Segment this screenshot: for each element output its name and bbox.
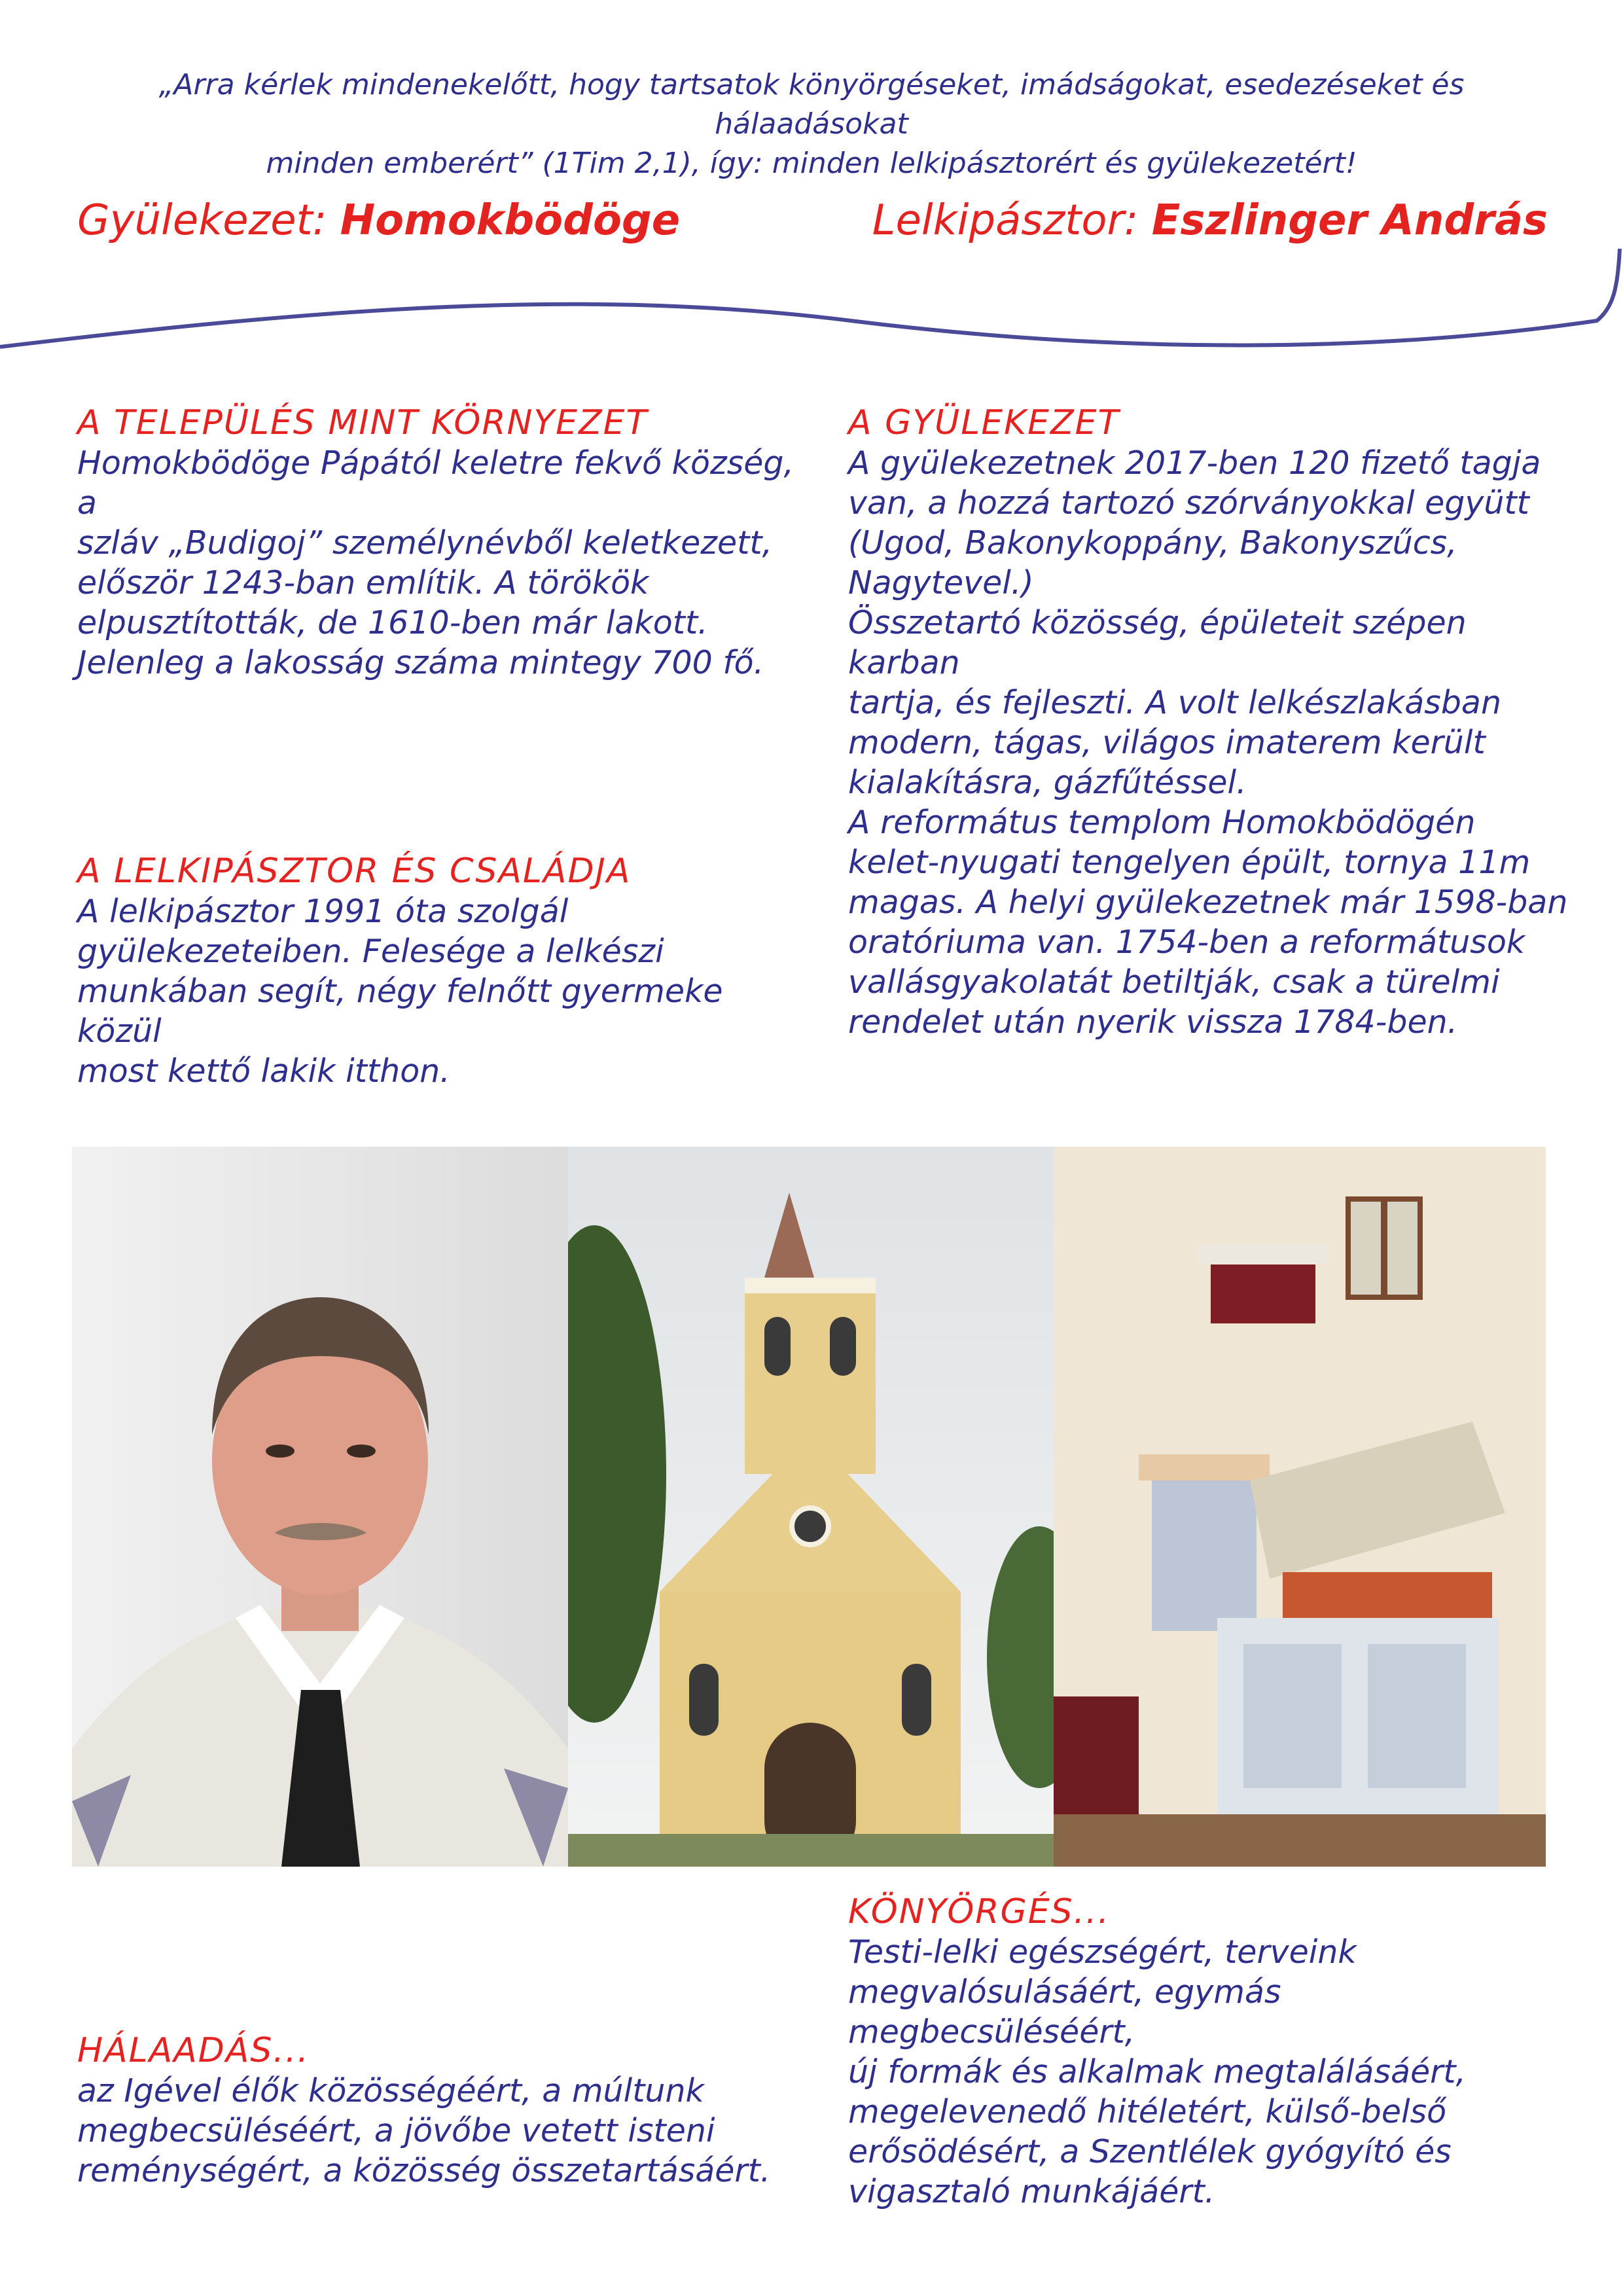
intro-quote xyxy=(79,65,1544,183)
thanks-title: HÁLAADÁS... xyxy=(77,2031,310,2070)
pastor-body: A lelkipásztor 1991 óta szolgál gyülekezeteiben. Felesége a lelkészi munkában segít, négy felnőtt gyermeke közül most kettő lakik itthon. xyxy=(77,893,723,1090)
pastor-section xyxy=(77,851,797,1091)
congregation-label: Gyülekezet: xyxy=(77,196,327,245)
intro-quote-line-2: minden emberért” (1Tim 2,1), így: minden lelkipásztorért és gyülekezetért! xyxy=(266,147,1357,180)
pastor-title: A LELKIPÁSZTOR ÉS CSALÁDJA xyxy=(77,852,632,891)
congregation-title: A GYÜLEKEZET xyxy=(848,403,1120,442)
congregation-name: Homokbödöge xyxy=(340,196,681,245)
congregation-header xyxy=(77,196,680,245)
settlement-body: Homokbödöge Pápától keletre fekvő község, a szláv „Budigoj” személynévből keletkezett, először 1243-ban említik. A törökök elpusztították, de 1610-ben már lakott. Jelenleg a lakosság száma mintegy 700 fő. xyxy=(77,444,794,681)
church-photo xyxy=(568,1147,1054,1867)
thanks-body: az Igével élők közösségéért, a múltunk megbecsüléséért, a jövőbe vetett isteni reménységért, a közösség összetartásáért. xyxy=(77,2072,771,2189)
petition-section xyxy=(848,1892,1568,2212)
congregation-section xyxy=(848,403,1568,1042)
petition-body: Testi-lelki egészségért, terveink megvalósulásáért, egymás megbecsüléséért, új formák és alkalmak megtalálásáért, megelevenedő hitéletért, külső-belső erősödésért, a Szentlélek gyógyító és vigasztaló munkájáért. xyxy=(848,1933,1467,2210)
pastor-header xyxy=(872,196,1548,245)
wave-divider xyxy=(0,249,1623,380)
congregation-body: A gyülekezetnek 2017-ben 120 fizető tagja van, a hozzá tartozó szórványokkal együtt (Ugod, Bakonykoppány, Bakonyszűcs, Nagytevel.) Összetartó közösség, épületeit szépen karban tartja, és fejleszti. A volt lelkészlakásban modern, tágas, világos imaterem került kialakításra, gázfűtéssel. A református templom Homokbödögén kelet-nyugati tengelyen épült, tornya 11m magas. A helyi gyülekezetnek már 1598-ban oratóriuma van. 1754-ben a reformátusok vallásgyakolatát betiltják, csak a türelmi rendelet után nyerik vissza 1784-ben. xyxy=(848,444,1568,1041)
pastor-label: Lelkipásztor: xyxy=(872,196,1139,245)
petition-title: KÖNYÖRGÉS... xyxy=(848,1892,1111,1931)
settlement-title: A TELEPÜLÉS MINT KÖRNYEZET xyxy=(77,403,649,442)
intro-quote-line-1: „Arra kérlek mindenekelőtt, hogy tartsatok könyörgéseket, imádságokat, esedezéseket és hálaadásokat xyxy=(158,68,1465,141)
church-interior-photo xyxy=(1054,1147,1546,1867)
thanks-section xyxy=(77,2030,797,2191)
settlement-section xyxy=(77,403,797,683)
pastor-photo xyxy=(72,1147,568,1867)
pastor-name: Eszlinger András xyxy=(1151,196,1548,245)
